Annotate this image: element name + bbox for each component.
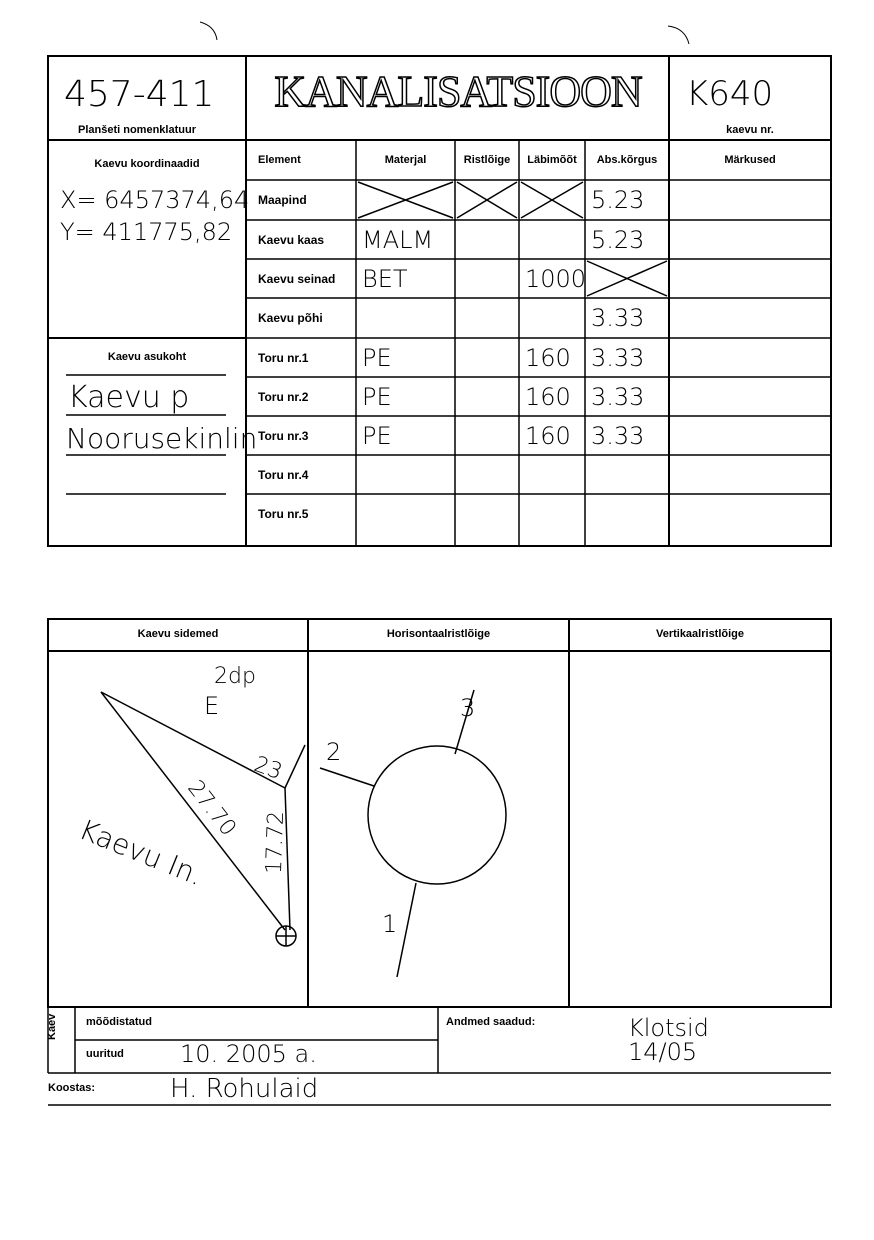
coordinate-x: X= 6457374,64 — [60, 186, 250, 214]
cell-material: PE — [362, 383, 392, 411]
sheet-number: 457-411 — [64, 74, 215, 115]
location-line-1: Kaevu p — [68, 380, 190, 415]
tie-2dp-label: 2dp — [214, 664, 256, 689]
compiled-label: Koostas: — [48, 1082, 96, 1094]
cell-element: Kaevu põhi — [258, 311, 323, 325]
tie-distance-3: 17.72 — [261, 810, 290, 875]
well-number: K640 — [686, 74, 774, 114]
sketch-vertical-title: Vertikaalristlõige — [655, 628, 745, 640]
col-notes: Märkused — [724, 154, 776, 166]
coordinate-y: Y= 411775,82 — [60, 218, 233, 246]
cell-diameter: 160 — [525, 383, 571, 411]
pipe-1-label: 1 — [382, 910, 398, 938]
tie-distance-2: 27.70 — [182, 775, 241, 842]
compiled-value: H. Rohulaid — [170, 1074, 319, 1104]
pipe-3-label: 3 — [460, 694, 476, 722]
sheet-label: Planšeti nomenklatuur — [78, 124, 196, 136]
sketch-ties-title: Kaevu sidemed — [137, 628, 219, 640]
sketch-horizontal-title: Horisontaalristlõige — [386, 628, 491, 640]
cell-material: BET — [362, 265, 408, 293]
examined-label: uuritud — [86, 1048, 124, 1060]
cell-diameter: 160 — [525, 422, 571, 450]
col-diameter: Läbimõõt — [527, 154, 577, 166]
horizontal-section — [320, 690, 506, 977]
cell-element: Kaevu seinad — [258, 272, 336, 286]
pipe-2-label: 2 — [326, 738, 342, 766]
cell-abs: 5.23 — [591, 226, 645, 254]
cell-element: Toru nr.1 — [258, 351, 309, 365]
examined-value: 10. 2005 a. — [180, 1040, 317, 1068]
tie-e-label: E — [204, 692, 220, 720]
cell-diameter: 160 — [525, 344, 571, 372]
cell-element: Toru nr.5 — [258, 507, 309, 521]
cell-element: Toru nr.3 — [258, 429, 309, 443]
cell-element: Toru nr.2 — [258, 390, 309, 404]
surveyed-label: mõõdistatud — [86, 1016, 152, 1028]
form-title: KANALISATSIOON — [274, 67, 642, 116]
col-material: Materjal — [384, 154, 427, 166]
cell-material: MALM — [362, 226, 434, 254]
cell-material: PE — [362, 422, 392, 450]
location-line-2: Noorusekinlin — [66, 422, 258, 455]
tie-note: Kaevu In. — [74, 812, 208, 893]
well-label: kaevu nr. — [726, 124, 774, 136]
data-received-value: Klotsid 14/05 — [628, 1014, 709, 1066]
cell-abs: 5.23 — [591, 186, 645, 214]
cell-diameter: 1000 — [525, 265, 587, 293]
cell-material: PE — [362, 344, 392, 372]
col-abs: Abs.kõrgus — [596, 154, 658, 166]
data-received-label: Andmed saadud: — [446, 1016, 536, 1028]
cell-element: Toru nr.4 — [258, 468, 309, 482]
coordinates-label: Kaevu koordinaadid — [94, 158, 200, 170]
cell-abs: 3.33 — [591, 304, 645, 332]
cell-abs: 3.33 — [591, 344, 645, 372]
cell-abs: 3.33 — [591, 422, 645, 450]
cell-element: Kaevu kaas — [258, 233, 325, 247]
cell-element: Maapind — [258, 193, 307, 207]
tie-distance-1: 23 — [250, 751, 286, 786]
kaev-label: Kaev — [46, 1013, 58, 1040]
location-label: Kaevu asukoht — [107, 351, 187, 363]
col-cross: Ristlõige — [463, 154, 511, 166]
col-element: Element — [258, 154, 301, 166]
cell-abs: 3.33 — [591, 383, 645, 411]
